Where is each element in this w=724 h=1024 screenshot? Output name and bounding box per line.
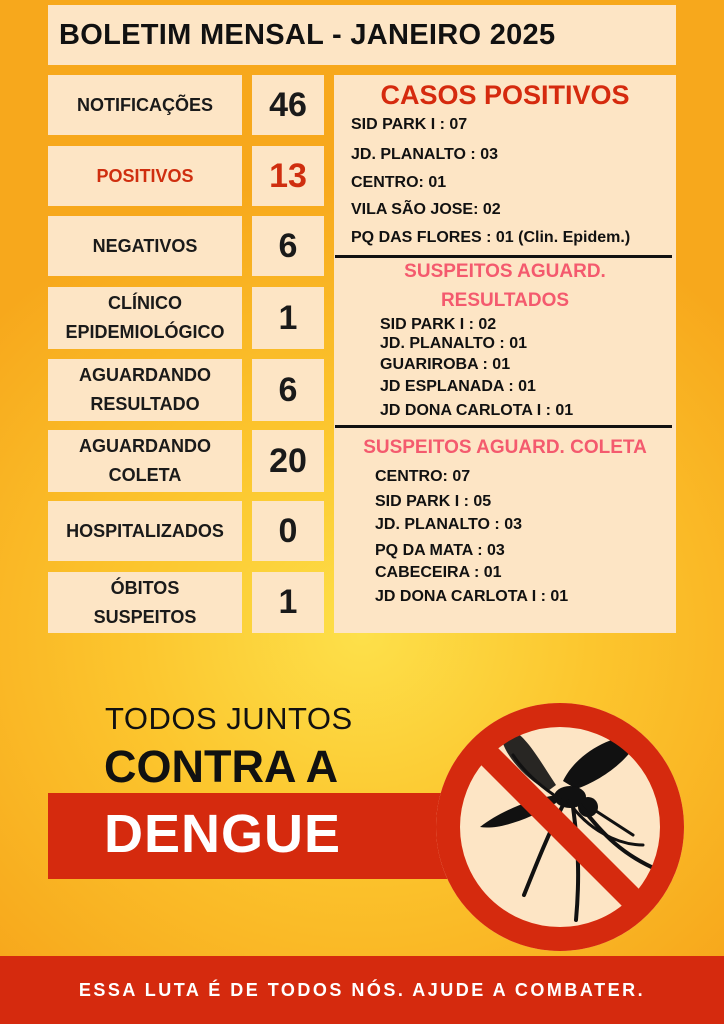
list-item: JD. PLANALTO : 03 (375, 516, 522, 533)
list-item: CABECEIRA : 01 (375, 564, 502, 581)
list-item: SID PARK I : 05 (375, 493, 492, 510)
list-item: JD. PLANALTO : 01 (380, 335, 527, 352)
list-item: CENTRO: 07 (375, 468, 471, 485)
list-item: JD. PLANALTO : 03 (351, 146, 498, 163)
stat-label-aguardando-resultado: AGUARDANDO RESULTADO (48, 359, 242, 421)
suspeitos-resultados-heading-1: SUSPEITOS AGUARD. (404, 261, 606, 282)
bulletin-title: BOLETIM MENSAL - JANEIRO 2025 (48, 5, 676, 65)
suspeitos-resultados-heading-2: RESULTADOS (440, 290, 570, 311)
list-item: VILA SÃO JOSE: 02 (351, 201, 501, 218)
stat-label-positivos: POSITIVOS (48, 146, 242, 206)
section-divider (335, 255, 672, 258)
list-item: GUARIROBA : 01 (380, 356, 511, 373)
stat-value-positivos: 13 (252, 146, 324, 206)
stat-label-notificacoes: NOTIFICAÇÕES (48, 75, 242, 135)
stat-value-aguardando-coleta: 20 (252, 430, 324, 492)
casos-positivos-heading: CASOS POSITIVOS (380, 80, 630, 110)
list-item: SID PARK I : 02 (380, 316, 497, 333)
list-item: SID PARK I : 07 (351, 116, 468, 133)
list-item: CENTRO: 01 (351, 174, 447, 191)
list-item: JD DONA CARLOTA I : 01 (380, 402, 574, 419)
slogan-line-3: DENGUE (104, 804, 342, 864)
list-item: JD ESPLANADA : 01 (380, 378, 536, 395)
stat-label-obitos: ÓBITOS SUSPEITOS (48, 572, 242, 633)
stat-label-hospitalizados: HOSPITALIZADOS (48, 501, 242, 561)
list-item: JD DONA CARLOTA I : 01 (375, 588, 569, 605)
stat-label-negativos: NEGATIVOS (48, 216, 242, 276)
no-mosquito-sign-icon (428, 695, 692, 959)
footer-banner (0, 956, 724, 1024)
list-item: PQ DAS FLORES : 01 (Clin. Epidem.) (351, 229, 631, 246)
slogan-line-1: TODOS JUNTOS (105, 701, 353, 736)
stat-value-notificacoes: 46 (252, 75, 324, 135)
suspeitos-coleta-heading: SUSPEITOS AGUARD. COLETA (363, 437, 647, 458)
stat-value-aguardando-resultado: 6 (252, 359, 324, 421)
slogan-line-2: CONTRA A (104, 741, 339, 792)
stat-label-aguardando-coleta: AGUARDANDO COLETA (48, 430, 242, 492)
stat-value-hospitalizados: 0 (252, 501, 324, 561)
stat-value-obitos: 1 (252, 572, 324, 633)
stat-value-negativos: 6 (252, 216, 324, 276)
section-divider (335, 425, 672, 428)
list-item: PQ DA MATA : 03 (375, 542, 505, 559)
stat-value-clinico: 1 (252, 287, 324, 349)
stat-label-clinico: CLÍNICO EPIDEMIOLÓGICO (48, 287, 242, 349)
footer-text: ESSA LUTA É DE TODOS NÓS. AJUDE A COMBATER. (78, 979, 646, 1000)
